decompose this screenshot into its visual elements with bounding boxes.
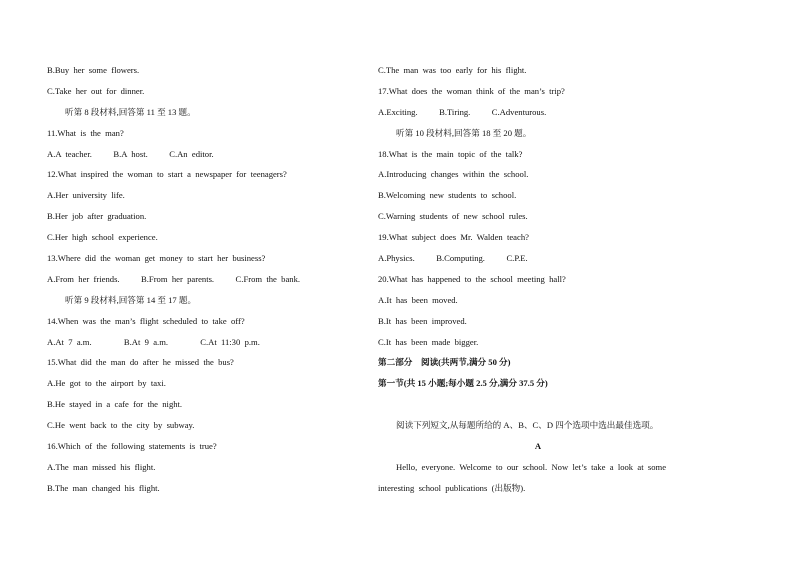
- right-column-line: Hello, everyone. Welcome to our school. Now let’s take a look at some: [396, 461, 667, 472]
- right-column-line: B.Welcoming new students to school.: [378, 190, 517, 201]
- left-column-line: 16.Which of the following statements is true?: [47, 441, 217, 452]
- left-column-line: 听第 9 段材料,回答第 14 至 17 题。: [65, 294, 197, 305]
- left-column-line: C.Her high school experience.: [47, 232, 158, 243]
- right-column-line: C.It has been made bigger.: [378, 336, 479, 347]
- left-column-line: 11.What is the man?: [47, 127, 124, 138]
- right-column-line: A: [534, 441, 542, 452]
- left-column-line: A.From her friends. B.From her parents. C.From the bank.: [47, 273, 301, 284]
- right-column-line: C.Warning students of new school rules.: [378, 211, 528, 222]
- left-column-line: 14.When was the man’s flight scheduled to take off?: [47, 315, 245, 326]
- right-column-line: 19.What subject does Mr. Walden teach?: [378, 232, 529, 243]
- right-column-line: 18.What is the main topic of the talk?: [378, 148, 523, 159]
- right-column-line: 17.What does the woman think of the man’s trip?: [378, 85, 565, 96]
- left-column-line: A.The man missed his flight.: [47, 461, 156, 472]
- left-column-line: B.Buy her some flowers.: [47, 65, 140, 75]
- left-column-line: 15.What did the man do after he missed the bus?: [47, 357, 234, 368]
- right-column-line: B.It has been improved.: [378, 315, 467, 326]
- left-column-line: A.Her university life.: [47, 190, 125, 201]
- left-column-line: A.At 7 a.m. B.At 9 a.m. C.At 11:30 p.m.: [47, 336, 260, 347]
- left-column-line: B.Her job after graduation.: [47, 211, 147, 222]
- right-column-line: 第一节(共 15 小题;每小题 2.5 分,满分 37.5 分): [378, 378, 548, 389]
- right-column-line: A.Physics. B.Computing. C.P.E.: [378, 253, 528, 264]
- right-column-line: interesting school publications (出版物).: [378, 482, 526, 493]
- right-column: [378, 60, 698, 499]
- left-column-line: C.Take her out for dinner.: [47, 85, 145, 96]
- right-column-line: A.Exciting. B.Tiring. C.Adventurous.: [378, 106, 547, 117]
- right-column-line: 阅读下列短文,从每题所给的 A、B、C、D 四个选项中选出最佳选项。: [396, 420, 659, 431]
- left-column-line: B.The man changed his flight.: [47, 482, 160, 493]
- right-column-line: A.It has been moved.: [378, 294, 458, 305]
- left-column-line: 12.What inspired the woman to start a newspaper for teenagers?: [47, 169, 287, 180]
- left-column-line: 13.Where did the woman get money to start her business?: [47, 253, 266, 264]
- left-column: [47, 60, 357, 499]
- left-column-line: A.A teacher. B.A host. C.An editor.: [47, 148, 214, 159]
- right-column-line: [378, 394, 698, 415]
- right-column-line: 听第 10 段材料,回答第 18 至 20 题。: [396, 127, 532, 138]
- left-column-line: A.He got to the airport by taxi.: [47, 378, 166, 389]
- left-column-line: C.He went back to the city by subway.: [47, 420, 195, 431]
- right-column-line: C.The man was too early for his flight.: [378, 65, 527, 75]
- right-column-line: A.Introducing changes within the school.: [378, 169, 529, 180]
- right-column-line: 第二部分 阅读(共两节,满分 50 分): [378, 357, 511, 368]
- right-column-line: 20.What has happened to the school meeting hall?: [378, 273, 566, 284]
- left-column-line: 听第 8 段材料,回答第 11 至 13 题。: [65, 106, 196, 117]
- left-column-line: B.He stayed in a cafe for the night.: [47, 399, 183, 410]
